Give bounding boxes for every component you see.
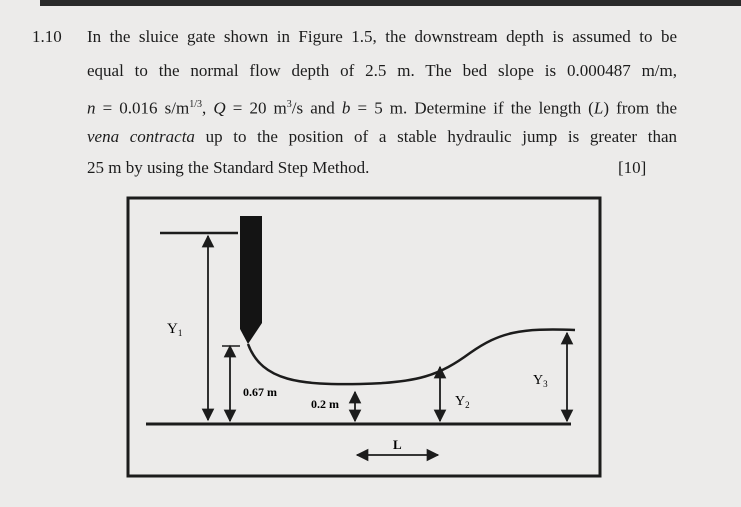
- line3-tail: ) from the: [603, 98, 677, 118]
- b-value: = 5 m. Determine if the length (: [350, 98, 594, 118]
- figure-frame: [128, 198, 600, 476]
- length-label: L: [393, 437, 402, 452]
- line4-rest: up to the position of a stable hydraulic jump is greater than: [194, 127, 677, 146]
- marks-label: [10]: [618, 158, 647, 177]
- question-line-5: 25 m by using the Standard Step Method.: [87, 158, 370, 177]
- q-variable: Q: [213, 98, 226, 118]
- separator: ,: [202, 98, 214, 118]
- q-exponent: 3: [286, 99, 292, 110]
- y2-label: $Y_2$: [455, 394, 470, 410]
- q-unit: /s and: [291, 98, 342, 118]
- n-exponent: 1/3: [189, 99, 202, 110]
- n-value: = 0.016 s/m: [95, 98, 190, 118]
- water-profile: [248, 330, 575, 385]
- question-number: 1.10: [32, 27, 62, 46]
- sluice-gate: [240, 216, 262, 344]
- vena-contracta-term: vena contracta: [87, 127, 195, 146]
- y3-label: $Y_3$: [533, 373, 548, 389]
- l-variable: L: [593, 98, 604, 118]
- gate-opening-label: 0.67 m: [243, 385, 277, 399]
- vena-depth-label: 0.2 m: [311, 397, 339, 411]
- q-value: = 20 m: [225, 98, 287, 118]
- b-variable: b: [341, 98, 351, 118]
- question-line-2: equal to the normal flow depth of 2.5 m. The bed slope is 0.000487 m/m,: [87, 61, 677, 80]
- n-variable: n: [87, 98, 96, 118]
- y1-label: $Y_1$: [167, 321, 183, 338]
- question-line-1: In the sluice gate shown in Figure 1.5, the downstream depth is assumed to be: [87, 27, 677, 46]
